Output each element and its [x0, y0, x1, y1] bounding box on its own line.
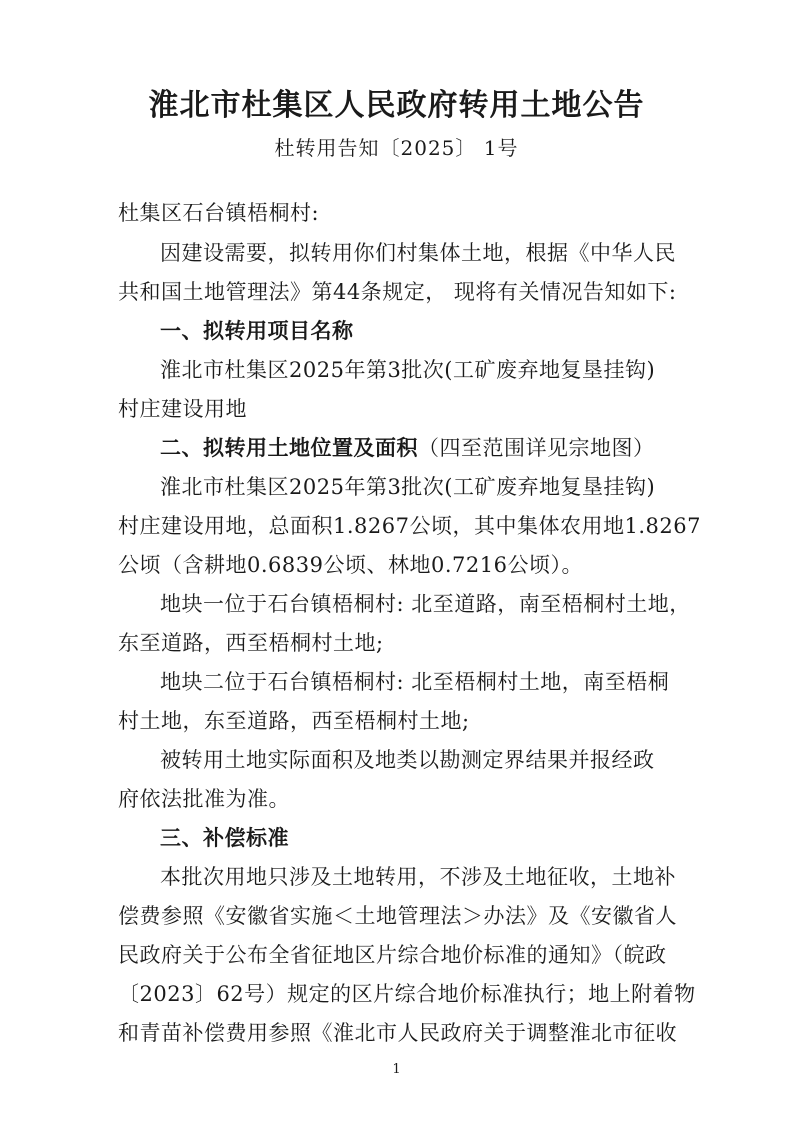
section-heading-1: 一、拟转用项目名称	[160, 319, 354, 343]
addressee: 杜集区石台镇梧桐村:	[118, 201, 320, 225]
section-heading-2-text: 二、拟转用土地位置及面积	[160, 436, 418, 460]
body-line: 地块一位于石台镇梧桐村: 北至道路，南至梧桐村土地，	[160, 592, 691, 616]
body-line: 府依法批准为准。	[118, 787, 290, 811]
body-line: 村庄建设用地	[118, 397, 247, 421]
body-line: 因建设需要，拟转用你们村集体土地，根据《中华人民	[160, 241, 676, 265]
section-heading-2-note: （四至范围详见宗地图）	[418, 436, 655, 460]
document-number: 杜转用告知〔2025〕 1号	[274, 136, 519, 160]
body-line: 村庄建设用地，总面积1.8267公顷，其中集体农用地1.8267	[118, 514, 701, 538]
body-line: 共和国土地管理法》第44条规定， 现将有关情况告知如下:	[118, 280, 677, 304]
body-line: 被转用土地实际面积及地类以勘测定界结果并报经政	[160, 748, 655, 772]
body-line: 民政府关于公布全省征地区片综合地价标准的通知》（皖政	[118, 943, 667, 967]
body-line: 偿费参照《安徽省实施＜土地管理法＞办法》及《安徽省人	[118, 904, 677, 928]
body-line: 本批次用地只涉及土地转用，不涉及土地征收，土地补	[160, 865, 676, 889]
body-line: 淮北市杜集区2025年第3批次(工矿废弃地复垦挂钩)	[160, 475, 656, 499]
section-heading-2	[160, 432, 688, 462]
document-title: 淮北市杜集区人民政府转用土地公告	[148, 88, 645, 123]
body-line: 地块二位于石台镇梧桐村: 北至梧桐村土地，南至梧桐	[160, 670, 670, 694]
body-line: 东至道路，西至梧桐村土地;	[118, 631, 384, 655]
section-heading-3: 三、补偿标准	[160, 826, 289, 850]
body-line: 淮北市杜集区2025年第3批次(工矿废弃地复垦挂钩)	[160, 358, 656, 382]
body-line: 公顷（含耕地0.6839公顷、林地0.7216公顷）。	[118, 553, 583, 577]
body-line: 和青苗补偿费用参照《淮北市人民政府关于调整淮北市征收	[118, 1021, 677, 1045]
page-number: 1	[392, 1062, 401, 1077]
body-line: 〔2023〕62号）规定的区片综合地价标准执行；地上附着物	[118, 982, 696, 1006]
body-line: 村土地，东至道路，西至梧桐村土地;	[118, 709, 470, 733]
